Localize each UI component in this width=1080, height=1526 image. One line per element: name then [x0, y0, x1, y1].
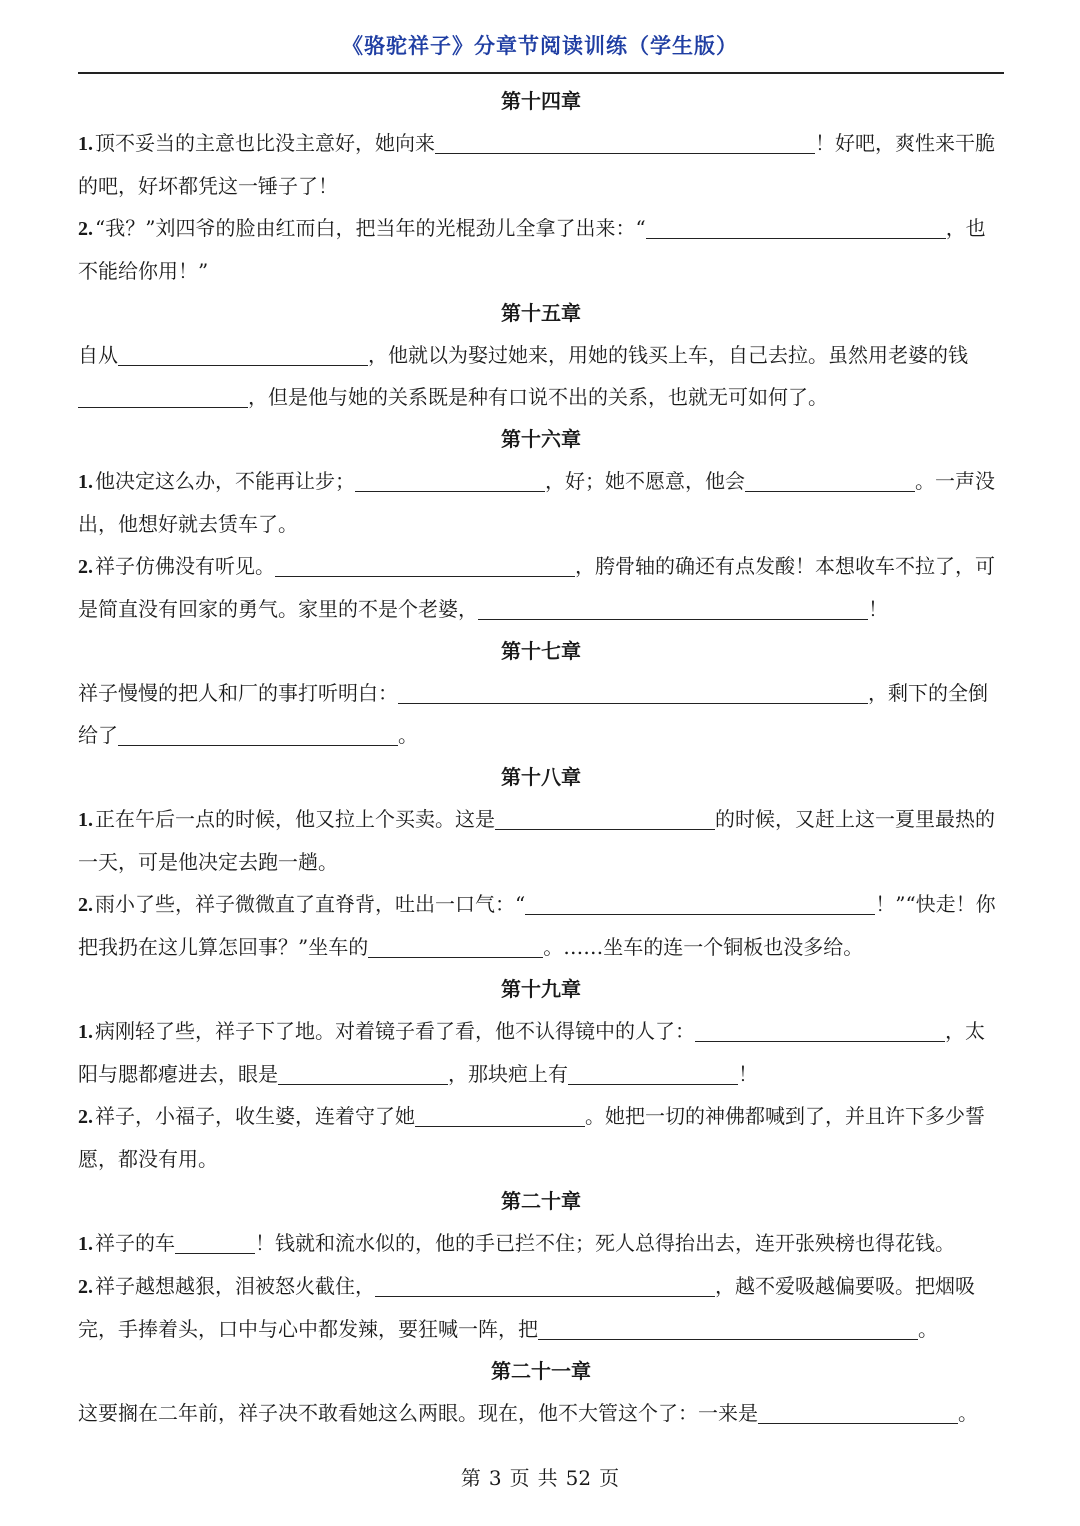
answer-blank[interactable]	[375, 1272, 715, 1297]
chapter-21-title: 第二十一章	[491, 1359, 591, 1383]
question-text: ，胯骨轴的确还有点发酸！本想收车不拉了，可是简直没有回家的勇气。家里的不是个老婆，	[78, 554, 995, 621]
question-text: 病刚轻了些，祥子下了地。对着镜子看了看，他不认得镜中的人了：	[95, 1019, 695, 1043]
question-text: ！	[868, 597, 888, 621]
answer-blank[interactable]	[435, 129, 815, 154]
question-20-1	[78, 1222, 1004, 1265]
question-14-1	[78, 122, 1004, 207]
question-18-2	[78, 883, 1004, 968]
question-text: ，太阳与腮都瘪进去，眼是	[78, 1019, 985, 1086]
answer-blank[interactable]	[398, 679, 868, 704]
page-footer	[0, 1462, 1080, 1491]
answer-blank[interactable]	[78, 383, 248, 408]
footer-text: 页	[599, 1466, 620, 1490]
question-text: 。……坐车的连一个铜板也没多给。	[543, 935, 864, 959]
question-text: 雨小了些，祥子微微直了直脊背，吐出一口气：“	[95, 892, 526, 916]
question-text: ，也不能给你用！”	[78, 216, 986, 283]
question-text: 的时候，又赶上这一夏里最热的一天，可是他决定去跑一趟。	[78, 807, 995, 874]
question-15-1	[78, 334, 1004, 418]
question-text: ，他就以为娶过她来，用她的钱买上车，自己去拉。虽然用老婆的钱	[368, 343, 968, 367]
question-text: ，好；她不愿意，他会	[545, 469, 745, 493]
footer-text: 共	[537, 1466, 558, 1490]
chapter-18-title: 第十八章	[501, 765, 581, 789]
question-text: 。	[398, 723, 418, 747]
answer-blank[interactable]	[415, 1102, 585, 1127]
question-text: 祥子慢慢的把人和厂的事打听明白：	[78, 681, 398, 705]
question-text: 这要搁在二年前，祥子决不敢看她这么两眼。现在，他不大管这个了：一来是	[78, 1401, 758, 1425]
chapter-16-title: 第十六章	[501, 427, 581, 451]
question-21-1	[78, 1392, 1004, 1434]
chapter-17-title: 第十七章	[501, 639, 581, 663]
answer-blank[interactable]	[495, 805, 715, 830]
question-19-1	[78, 1010, 1004, 1095]
question-number: 1.	[78, 809, 93, 831]
answer-blank[interactable]	[355, 467, 545, 492]
question-text: 他决定这么办，不能再让步；	[95, 469, 355, 493]
question-text: 祥子越想越狠，泪被怒火截住，	[95, 1274, 375, 1298]
question-text: 祥子，小福子，收生婆，连着守了她	[95, 1104, 415, 1128]
question-text: 。一声没出，他想好就去赁车了。	[78, 469, 995, 536]
question-text: 顶不妥当的主意也比没主意好，她向来	[95, 131, 435, 155]
question-text: ，剩下的全倒给了	[78, 681, 988, 747]
question-text: ！”“快走！你把我扔在这儿算怎回事？”坐车的	[78, 892, 996, 959]
page-number: 3	[488, 1466, 502, 1490]
question-text: 。	[918, 1317, 938, 1341]
answer-blank[interactable]	[695, 1017, 945, 1042]
question-18-1	[78, 798, 1004, 883]
answer-blank[interactable]	[368, 933, 543, 958]
question-number: 1.	[78, 1021, 93, 1043]
question-number: 1.	[78, 1233, 93, 1255]
question-text: 祥子仿佛没有听见。	[95, 554, 275, 578]
footer-text: 页	[509, 1466, 530, 1490]
chapter-19-title: 第十九章	[501, 977, 581, 1001]
answer-blank[interactable]	[568, 1060, 738, 1085]
question-16-2	[78, 545, 1004, 630]
total-pages: 52	[565, 1466, 592, 1490]
question-text: ！钱就和流水似的，他的手已拦不住；死人总得抬出去，连开张殃榜也得花钱。	[255, 1231, 955, 1255]
question-text: “我？”刘四爷的脸由红而白，把当年的光棍劲儿全拿了出来：“	[95, 216, 646, 240]
chapter-20-title: 第二十章	[501, 1189, 581, 1213]
question-text: ！	[738, 1062, 758, 1086]
question-text: ！好吧，爽性来干脆的吧，好坏都凭这一锤子了！	[78, 131, 995, 198]
question-text: 。她把一切的神佛都喊到了，并且许下多少誓愿，都没有用。	[78, 1104, 985, 1171]
document-header: 《骆驼祥子》分章节阅读训练（学生版）	[342, 33, 738, 58]
answer-blank[interactable]	[758, 1399, 958, 1424]
answer-blank[interactable]	[275, 552, 575, 577]
question-number: 2.	[78, 894, 93, 916]
question-number: 1.	[78, 471, 93, 493]
question-number: 2.	[78, 218, 93, 240]
question-number: 2.	[78, 1106, 93, 1128]
question-16-1	[78, 460, 1004, 545]
question-17-1	[78, 672, 1004, 756]
question-14-2	[78, 207, 1004, 292]
question-number: 2.	[78, 1276, 93, 1298]
chapter-15-title: 第十五章	[501, 301, 581, 325]
answer-blank[interactable]	[478, 595, 868, 620]
answer-blank[interactable]	[646, 214, 946, 239]
answer-blank[interactable]	[118, 721, 398, 746]
question-number: 1.	[78, 133, 93, 155]
footer-text: 第	[460, 1466, 481, 1490]
answer-blank[interactable]	[538, 1315, 918, 1340]
question-19-2	[78, 1095, 1004, 1180]
worksheet-body	[78, 80, 1004, 1434]
question-text: 祥子的车	[95, 1231, 175, 1255]
question-20-2	[78, 1265, 1004, 1350]
answer-blank[interactable]	[745, 467, 915, 492]
question-number: 2.	[78, 556, 93, 578]
question-text: 正在午后一点的时候，他又拉上个买卖。这是	[95, 807, 495, 831]
header-rule	[78, 72, 1004, 74]
answer-blank[interactable]	[118, 341, 368, 366]
question-text: ，但是他与她的关系既是种有口说不出的关系，也就无可如何了。	[248, 385, 828, 409]
chapter-14-title: 第十四章	[501, 89, 581, 113]
answer-blank[interactable]	[525, 890, 875, 915]
question-text: 。	[958, 1401, 978, 1425]
question-text: 自从	[78, 343, 118, 367]
question-text: ，那块疤上有	[448, 1062, 568, 1086]
answer-blank[interactable]	[175, 1229, 255, 1254]
answer-blank[interactable]	[278, 1060, 448, 1085]
question-text: ，越不爱吸越偏要吸。把烟吸完，手捧着头，口中与心中都发辣，要狂喊一阵，把	[78, 1274, 975, 1341]
